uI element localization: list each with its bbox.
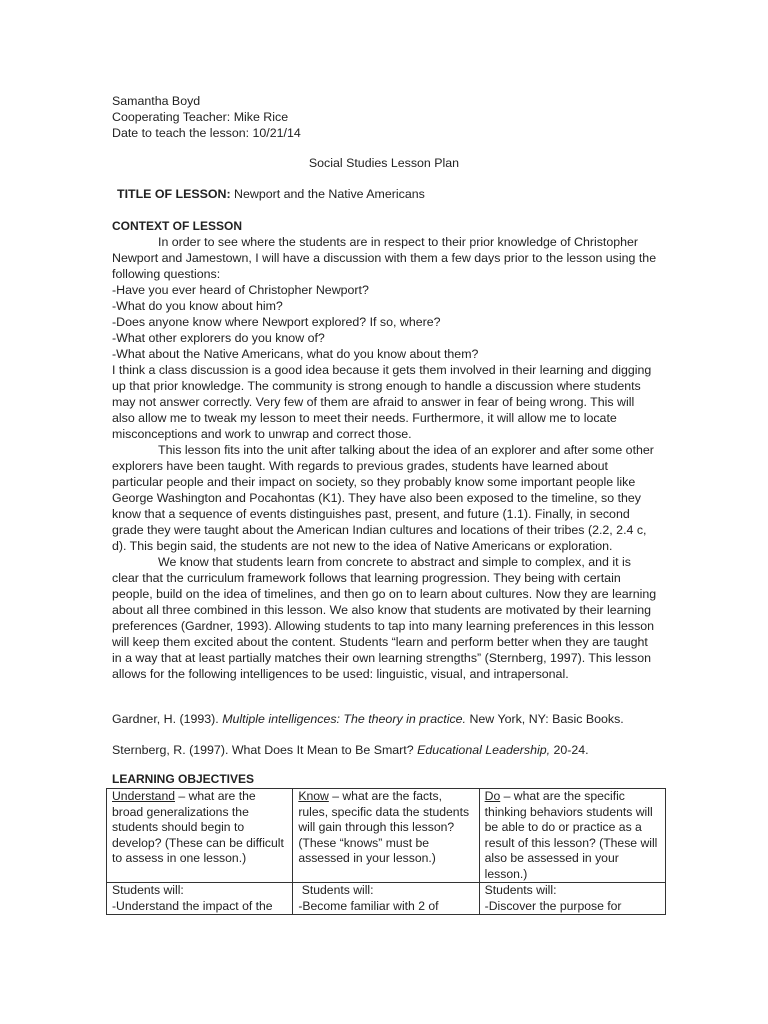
- table-cell-do-will: [479, 883, 665, 915]
- reference-text: New York, NY: Basic Books.: [466, 712, 624, 726]
- column-key: Know: [298, 789, 329, 803]
- reference-title: Multiple intelligences: The theory in practice.: [222, 712, 467, 726]
- students-will: Students will:: [298, 883, 374, 897]
- document-title: Social Studies Lesson Plan: [308, 156, 460, 170]
- students-will: Students will:: [112, 883, 184, 897]
- cooperating-teacher: Cooperating Teacher: Mike Rice: [112, 110, 289, 124]
- lesson-title-value: Newport and the Native Americans: [234, 187, 425, 201]
- question-item: -What do you know about him?: [112, 299, 283, 313]
- reference-text: Gardner, H. (1993).: [112, 712, 223, 726]
- reference-text: Sternberg, R. (1997). What Does It Mean to Be Smart?: [112, 743, 418, 757]
- table-cell-understand-will: [107, 883, 293, 915]
- table-cell-know: [293, 789, 479, 883]
- table-cell-know-will: [293, 883, 479, 915]
- objective-item: -Become familiar with 2 of: [298, 898, 439, 913]
- reference-gardner: [112, 711, 672, 727]
- context-section: [112, 218, 657, 682]
- students-will: Students will:: [484, 883, 557, 897]
- column-key: Understand: [112, 789, 176, 803]
- context-body: [112, 234, 657, 682]
- reference-title: Educational Leadership,: [417, 743, 551, 757]
- column-desc: – what are the specific thinking behaviors students will be able to do or practice as a result of this lesson? (These will also be assessed in your lesson.): [484, 789, 658, 881]
- question-item: -What other explorers do you know of?: [112, 331, 325, 345]
- table-row: [107, 789, 666, 883]
- objectives-section: [112, 771, 657, 787]
- objective-item: -Discover the purpose for: [484, 898, 622, 913]
- table-cell-do: [479, 789, 665, 883]
- context-intro: In order to see where the students are in respect to their prior knowledge of Christopher Newport and Jamestown, I will have a discussion with them a few days prior to the lesson using the following questions:: [112, 235, 657, 281]
- document-header: [112, 93, 301, 141]
- objectives-heading: LEARNING OBJECTIVES: [112, 772, 255, 786]
- lesson-date: Date to teach the lesson: 10/21/14: [112, 126, 301, 140]
- author-name: Samantha Boyd: [112, 94, 201, 108]
- objectives-table: [106, 788, 666, 915]
- lesson-title: [117, 186, 425, 202]
- table-cell-understand: [107, 789, 293, 883]
- context-fit: This lesson fits into the unit after talking about the idea of an explorer and after some other explorers have been taught. With regards to previous grades, students have learned about particular people and their impact on society, so they probably know some important people like George Washington and Pocahontas (K1). They have also been exposed to the timeline, so they know that a sequence of events distinguishes past, present, and future (1.1). Finally, in second grade they were taught about the American Indian cultures and locations of their tribes (2.2, 2.4 c, d). This begin said, the students are not new to the idea of Native Americans or exploration.: [112, 443, 654, 553]
- column-desc: – what are the broad generalizations the students should begin to develop? (These can be difficult to assess in one lesson.): [112, 789, 284, 865]
- reference-text: 20-24.: [550, 743, 589, 757]
- context-learning: We know that students learn from concrete to abstract and simple to complex, and it is clear that the curriculum framework follows that learning progression. They being with certain people, build on the idea of timelines, and then go on to learn about cultures. Now they are learning about all three combined in this lesson. We also know that students are motivated by their learning preferences (Gardner, 1993). Allowing students to tap into many learning preferences in this lesson will keep them excited about the content. Students “learn and perform better when they are taught in a way that at least partially matches their own learning strengths” (Sternberg, 1997). This lesson allows for the following intelligences to be used: linguistic, visual, and intrapersonal.: [112, 555, 657, 681]
- context-discussion: I think a class discussion is a good idea because it gets them involved in their learning and digging up that prior knowledge. The community is strong enough to handle a discussion where students may not answer correctly. Very few of them are afraid to answer in fear of being wrong. This will also allow me to tweak my lesson to meet their needs. Furthermore, it will allow me to locate misconceptions and work to unwrap and correct those.: [112, 363, 652, 441]
- question-item: -What about the Native Americans, what do you know about them?: [112, 347, 479, 361]
- reference-sternberg: [112, 742, 672, 758]
- column-key: Do: [484, 789, 501, 803]
- lesson-title-label: TITLE OF LESSON:: [117, 187, 231, 201]
- column-desc: – what are the facts, rules, specific data the students will gain through this lesson? (These “knows” must be assessed in your lesson.): [298, 789, 470, 865]
- question-item: -Does anyone know where Newport explored? If so, where?: [112, 315, 441, 329]
- table-row: [107, 883, 666, 915]
- question-item: -Have you ever heard of Christopher Newport?: [112, 283, 369, 297]
- objective-item: -Understand the impact of the: [112, 898, 273, 913]
- context-heading: CONTEXT OF LESSON: [112, 219, 243, 233]
